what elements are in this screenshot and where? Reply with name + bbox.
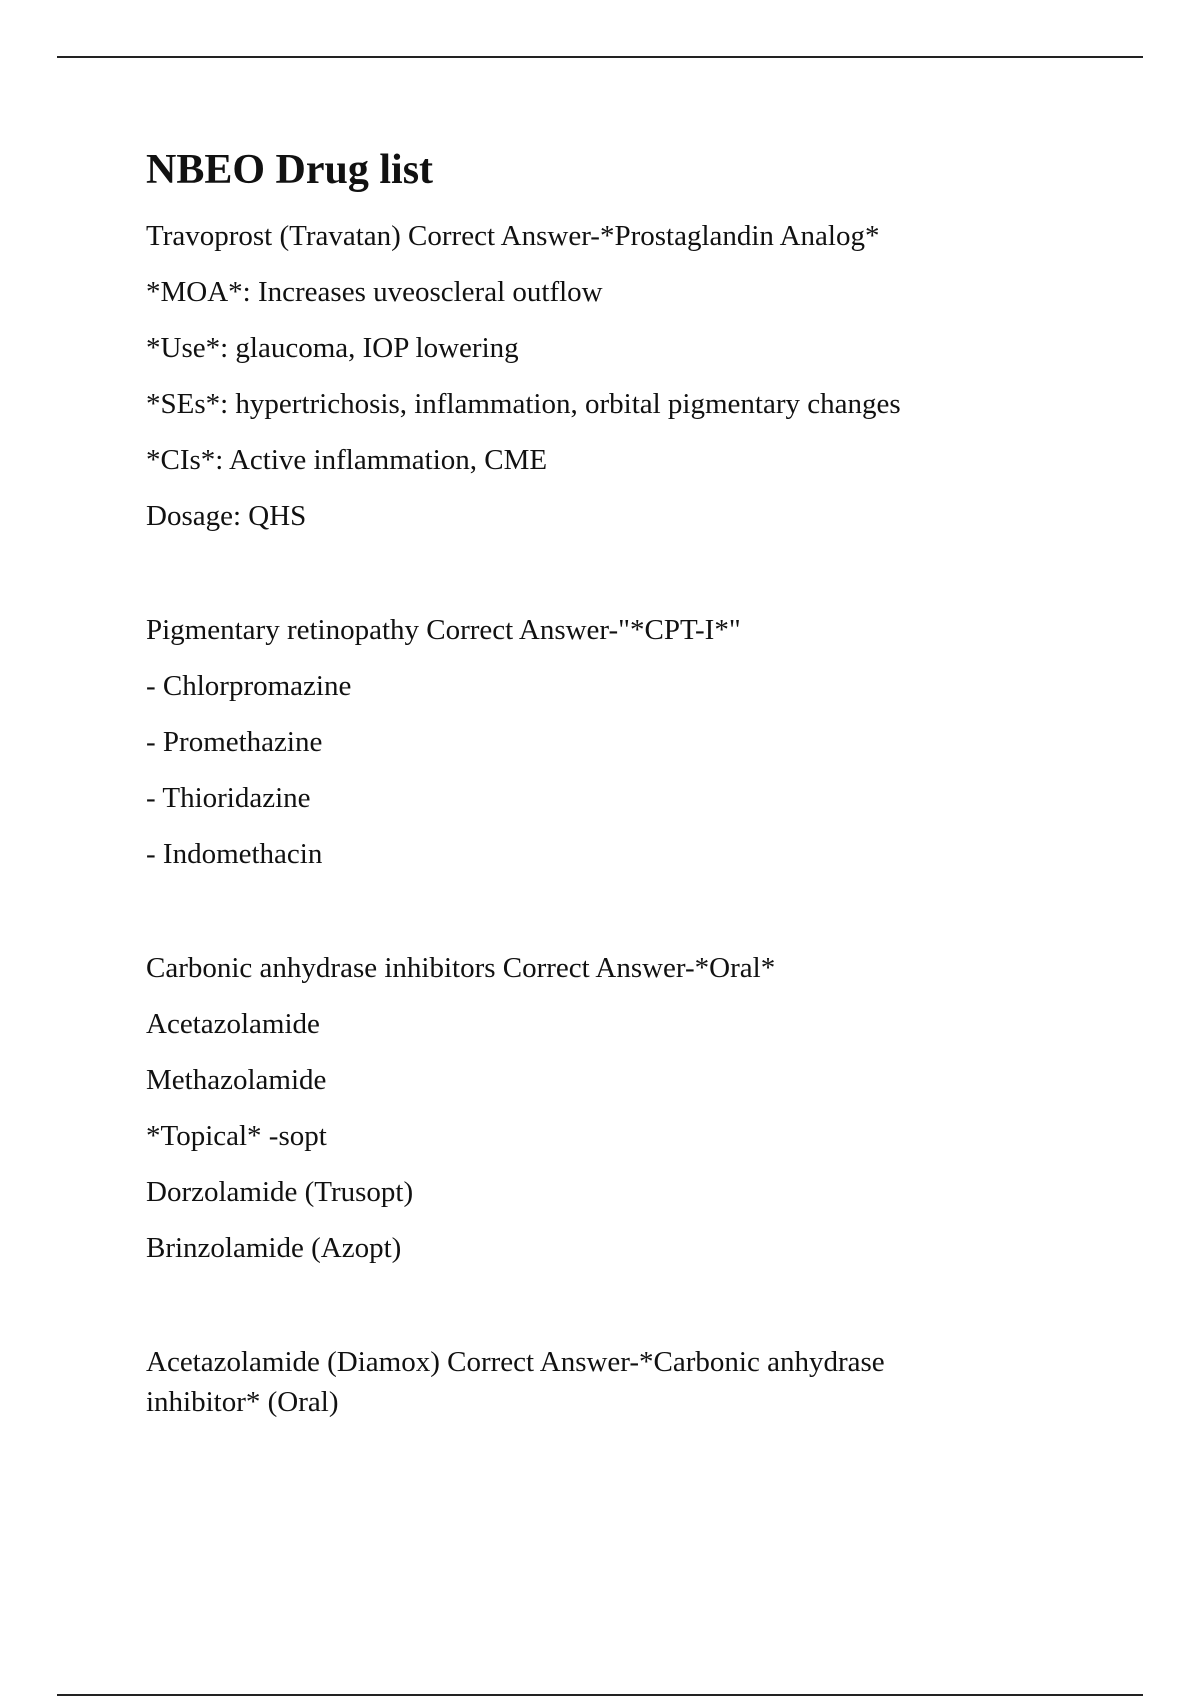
entry-line: Brinzolamide (Azopt) [146, 1232, 402, 1264]
entry-line: Dorzolamide (Trusopt) [146, 1176, 414, 1208]
entry-line: - Promethazine [146, 726, 323, 758]
document-title: NBEO Drug list [146, 147, 434, 193]
entry-pigmentary-retinopathy [146, 602, 1046, 882]
top-rule [57, 56, 1143, 58]
entry-line: - Thioridazine [146, 782, 311, 814]
entry-line: *Topical* -sopt [146, 1120, 327, 1152]
entry-line: Acetazolamide [146, 1008, 320, 1040]
entry-carbonic-anhydrase-inhibitors [146, 940, 1046, 1276]
entry-acetazolamide [146, 1334, 1046, 1422]
entry-line: *Use*: glaucoma, IOP lowering [146, 332, 519, 364]
document-body [146, 140, 1046, 1480]
entry-line: Acetazolamide (Diamox) Correct Answer-*Carbonic anhydrase inhibitor* (Oral) [146, 1346, 885, 1418]
entry-line: - Indomethacin [146, 838, 323, 870]
entry-line: Methazolamide [146, 1064, 327, 1096]
entry-line: - Chlorpromazine [146, 670, 352, 702]
entry-line: *SEs*: hypertrichosis, inflammation, orbital pigmentary changes [146, 388, 901, 420]
bottom-rule [57, 1694, 1143, 1696]
entry-line: Dosage: QHS [146, 500, 307, 532]
entry-line: Travoprost (Travatan) Correct Answer-*Prostaglandin Analog* [146, 220, 880, 252]
entry-line: *CIs*: Active inflammation, CME [146, 444, 548, 476]
entry-line: Carbonic anhydrase inhibitors Correct Answer-*Oral* [146, 952, 776, 984]
entry-line: Pigmentary retinopathy Correct Answer-"*CPT-I*" [146, 614, 741, 646]
entry-line: *MOA*: Increases uveoscleral outflow [146, 276, 603, 308]
entry-travoprost [146, 208, 1046, 544]
